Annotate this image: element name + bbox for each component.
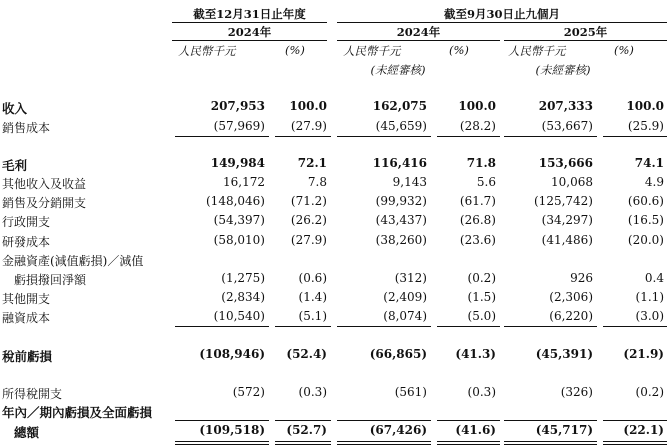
- cell: (0.3): [467, 385, 496, 399]
- subtotal-rule: [437, 420, 500, 421]
- cell: (61.7): [459, 194, 496, 208]
- total-double-rule: [275, 444, 331, 445]
- unaudited-note-2024: (未經審核): [370, 63, 426, 77]
- unaudited-note-2025: (未經審核): [535, 63, 591, 77]
- cell: (43,437): [375, 213, 427, 227]
- subtotal-rule: [504, 420, 597, 421]
- cell: (1.1): [635, 290, 664, 304]
- cell: (26.2): [290, 213, 327, 227]
- cell: 162,075: [372, 99, 427, 113]
- unit-rmb-col3: 人民幣千元: [343, 44, 401, 58]
- cell: (2,306): [549, 290, 593, 304]
- row-label-gross-profit: 毛利: [2, 158, 28, 173]
- cell: 100.0: [626, 99, 664, 113]
- cell: (41.3): [455, 347, 496, 361]
- subtotal-rule: [337, 136, 431, 137]
- cell: (108,946): [199, 347, 265, 361]
- cell: (66,865): [369, 347, 427, 361]
- cell: (27.9): [290, 119, 327, 133]
- row-label-impairment-line1: 金融資產(減值虧損)／減值: [2, 254, 144, 268]
- cell: 7.8: [307, 175, 327, 189]
- cell: (20.0): [627, 233, 664, 247]
- cell: (22.1): [623, 423, 664, 437]
- cell: 100.0: [289, 99, 327, 113]
- total-double-rule: [603, 444, 667, 445]
- row-label-other-income: 其他收入及收益: [2, 177, 87, 191]
- subtotal-rule: [437, 136, 500, 137]
- cell: 10,068: [551, 175, 593, 189]
- cell: (5.0): [467, 309, 496, 323]
- cell: (2,409): [383, 290, 427, 304]
- cell: (71.2): [290, 194, 327, 208]
- cell: (57,969): [213, 119, 265, 133]
- cell: (53,667): [541, 119, 593, 133]
- cell: 0.4: [644, 271, 664, 285]
- cell: (45,717): [535, 423, 593, 437]
- total-double-rule: [603, 441, 667, 442]
- year-rule-2024: [172, 40, 327, 41]
- cell: (109,518): [199, 423, 265, 437]
- unit-rmb-col5: 人民幣千元: [508, 44, 566, 58]
- unit-rmb-col1: 人民幣千元: [178, 44, 236, 58]
- cell: 5.6: [476, 175, 496, 189]
- cell: (1,275): [221, 271, 265, 285]
- total-double-rule: [437, 441, 500, 442]
- subtotal-rule: [175, 136, 269, 137]
- cell: 4.9: [644, 175, 664, 189]
- cell: (41,486): [541, 233, 593, 247]
- cell: (8,074): [383, 309, 427, 323]
- subtotal-rule: [603, 136, 667, 137]
- row-label-admin-expenses: 行政開支: [2, 215, 51, 229]
- cell: (45,659): [375, 119, 427, 133]
- row-label-total-loss-line1: 年內／期內虧損及全面虧損: [2, 405, 153, 420]
- cell: 9,143: [392, 175, 427, 189]
- cell: (58,010): [213, 233, 265, 247]
- row-label-selling-expenses: 銷售及分銷開支: [2, 196, 87, 210]
- row-label-impairment-line2: 虧損撥回淨額: [14, 273, 87, 287]
- header-rule-year: [172, 22, 327, 23]
- unit-pct-col2: (%): [285, 43, 305, 57]
- row-label-loss-before-tax: 稅前虧損: [2, 349, 53, 364]
- subtotal-rule: [275, 420, 331, 421]
- cell: (41.6): [455, 423, 496, 437]
- subtotal-rule: [603, 326, 667, 327]
- cell: 72.1: [297, 156, 327, 170]
- cell: (21.9): [623, 347, 664, 361]
- cell: (34,297): [541, 213, 593, 227]
- year-header-2024: 2024年: [227, 25, 272, 39]
- period-year-header: 截至12月31日止年度: [193, 7, 306, 21]
- row-label-total-loss-line2: 總額: [14, 425, 40, 440]
- cell: (3.0): [635, 309, 664, 323]
- cell: 100.0: [458, 99, 496, 113]
- subtotal-rule: [337, 420, 431, 421]
- subtotal-rule: [175, 420, 269, 421]
- cell: (10,540): [213, 309, 265, 323]
- row-label-rd-costs: 研發成本: [2, 235, 51, 249]
- cell: (561): [394, 385, 427, 399]
- cell: 207,953: [210, 99, 265, 113]
- subtotal-rule: [175, 326, 269, 327]
- subtotal-rule: [504, 136, 597, 137]
- row-label-other-expenses: 其他開支: [2, 292, 51, 306]
- cell: (312): [394, 271, 427, 285]
- row-label-income-tax: 所得稅開支: [2, 387, 63, 401]
- subtotal-rule: [437, 326, 500, 327]
- cell: (2,834): [221, 290, 265, 304]
- total-double-rule: [337, 444, 431, 445]
- year-rule-nine-2025: [504, 40, 667, 41]
- cell: (0.6): [298, 271, 327, 285]
- total-double-rule: [175, 444, 269, 445]
- total-double-rule: [175, 441, 269, 442]
- cell: (60.6): [627, 194, 664, 208]
- subtotal-rule: [504, 326, 597, 327]
- nine-months-header-2024: 2024年: [396, 25, 441, 39]
- cell: (26.8): [459, 213, 496, 227]
- total-double-rule: [275, 441, 331, 442]
- cell: (16.5): [627, 213, 664, 227]
- total-double-rule: [337, 441, 431, 442]
- cell: 116,416: [372, 156, 427, 170]
- header-rule-nine-months: [337, 22, 667, 23]
- cell: (23.6): [459, 233, 496, 247]
- unit-pct-col4: (%): [449, 43, 469, 57]
- cell: (25.9): [627, 119, 664, 133]
- cell: (5.1): [298, 309, 327, 323]
- cell: (1.4): [298, 290, 327, 304]
- subtotal-rule: [337, 326, 431, 327]
- cell: 153,666: [538, 156, 593, 170]
- cell: (0.2): [635, 385, 664, 399]
- cell: (0.3): [298, 385, 327, 399]
- cell: (52.4): [286, 347, 327, 361]
- total-double-rule: [504, 441, 597, 442]
- cell: (28.2): [459, 119, 496, 133]
- row-label-cost-of-sales: 銷售成本: [2, 121, 51, 135]
- cell: (38,260): [375, 233, 427, 247]
- cell: 149,984: [210, 156, 265, 170]
- cell: (54,397): [213, 213, 265, 227]
- unit-pct-col6: (%): [614, 43, 634, 57]
- cell: (27.9): [290, 233, 327, 247]
- period-nine-months-header: 截至9月30日止九個月: [443, 7, 560, 21]
- cell: (148,046): [206, 194, 265, 208]
- cell: (326): [560, 385, 593, 399]
- cell: (6,220): [549, 309, 593, 323]
- cell: (52.7): [286, 423, 327, 437]
- cell: (99,932): [375, 194, 427, 208]
- cell: (0.2): [467, 271, 496, 285]
- cell: (572): [232, 385, 265, 399]
- cell: 74.1: [634, 156, 664, 170]
- cell: 16,172: [223, 175, 265, 189]
- cell: (125,742): [534, 194, 593, 208]
- cell: (1.5): [467, 290, 496, 304]
- row-label-revenue: 收入: [2, 101, 28, 116]
- row-label-finance-costs: 融資成本: [2, 311, 51, 325]
- cell: 926: [570, 271, 593, 285]
- cell: (67,426): [369, 423, 427, 437]
- total-double-rule: [504, 444, 597, 445]
- subtotal-rule: [603, 420, 667, 421]
- subtotal-rule: [275, 326, 331, 327]
- cell: (45,391): [535, 347, 593, 361]
- nine-months-header-2025: 2025年: [563, 25, 608, 39]
- total-double-rule: [437, 444, 500, 445]
- cell: 71.8: [466, 156, 496, 170]
- subtotal-rule: [275, 136, 331, 137]
- year-rule-nine-2024: [337, 40, 500, 41]
- cell: 207,333: [538, 99, 593, 113]
